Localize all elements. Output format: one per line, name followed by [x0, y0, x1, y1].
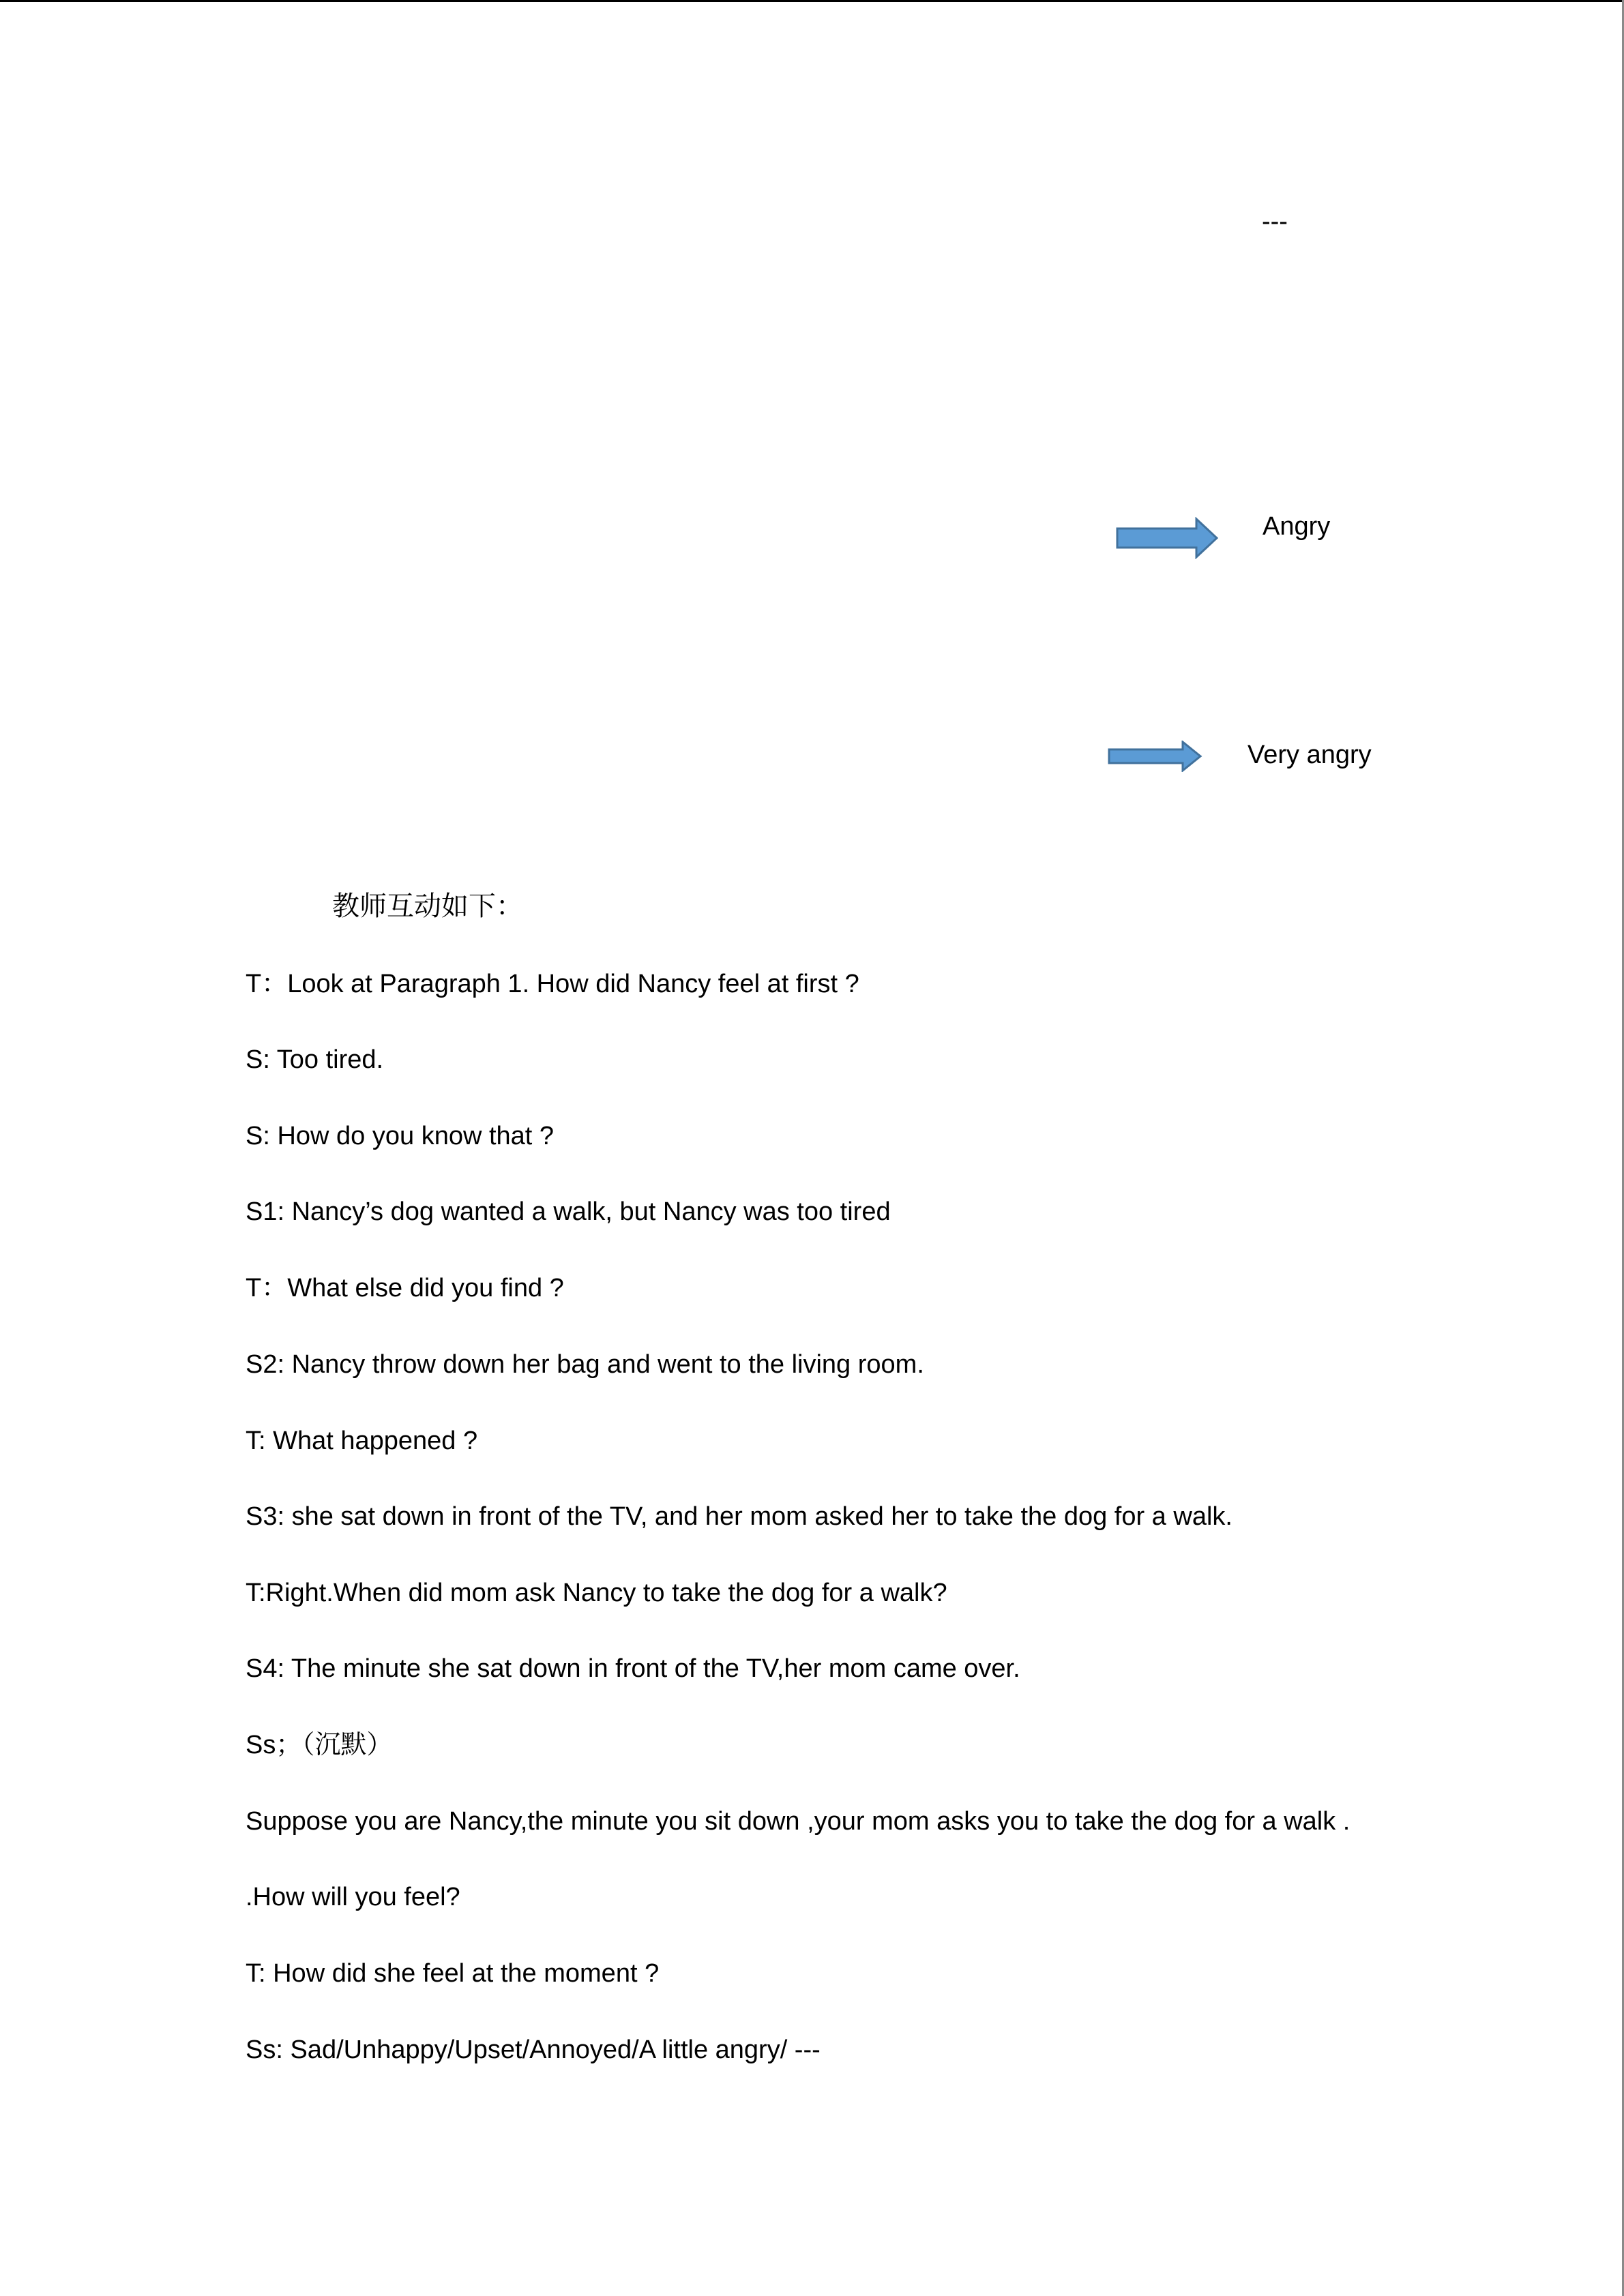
- dialogue-line: S1: Nancy’s dog wanted a walk, but Nancy was too tired: [246, 1197, 891, 1226]
- dialogue-line: .How will you feel?: [246, 1883, 460, 1911]
- section-heading: 教师互动如下：: [332, 891, 523, 922]
- right-arrow-icon: [1108, 741, 1203, 772]
- label-angry: Angry: [1263, 512, 1331, 541]
- dialogue-line: T：Look at Paragraph 1. How did Nancy feel at first ?: [246, 970, 859, 998]
- dialogue-line: S: Too tired.: [246, 1045, 384, 1074]
- page-top-border: [0, 0, 1624, 2]
- dialogue-line: S4: The minute she sat down in front of the TV,her mom came over.: [246, 1654, 1020, 1683]
- dialogue-line: S: How do you know that ?: [246, 1122, 555, 1150]
- dialogue-line: T: What happened ?: [246, 1427, 478, 1455]
- dialogue-line: Ss: Sad/Unhappy/Upset/Annoyed/A little angry/ ---: [246, 2036, 821, 2064]
- dialogue-line: T: How did she feel at the moment ?: [246, 1959, 660, 1988]
- dialogue-line: Ss；（沉默）: [246, 1731, 393, 1759]
- dialogue-line: S3: she sat down in front of the TV, and her mom asked her to take the dog for a walk.: [246, 1502, 1232, 1531]
- right-arrow-icon: [1116, 517, 1220, 559]
- dialogue-line: T:Right.When did mom ask Nancy to take the dog for a walk?: [246, 1579, 947, 1607]
- dialogue-line: T：What else did you find ?: [246, 1274, 564, 1302]
- label-very-angry: Very angry: [1247, 741, 1372, 769]
- top-dashes-note: ---: [1262, 207, 1288, 236]
- dialogue-line: S2: Nancy throw down her bag and went to the living room.: [246, 1350, 924, 1379]
- dialogue-line: Suppose you are Nancy,the minute you sit down ,your mom asks you to take the dog for a walk .: [246, 1807, 1350, 1836]
